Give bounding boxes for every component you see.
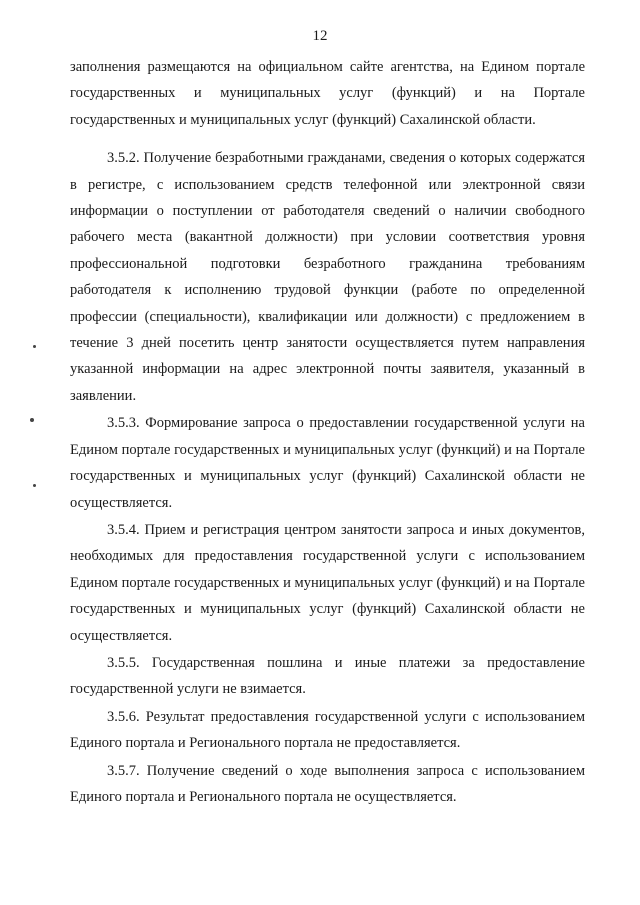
paragraph-3-5-5: 3.5.5. Государственная пошлина и иные платежи за предоставление государственной услуги не взимается. bbox=[70, 654, 585, 698]
scan-mark bbox=[33, 345, 36, 348]
paragraph-3-5-6: 3.5.6. Результат предоставления государственной услуги с использованием Единого портала и Регионального портала не предоставляется. bbox=[70, 708, 585, 752]
paragraph-3-5-7: 3.5.7. Получение сведений о ходе выполнения запроса с использованием Единого портала и Регионального портала не осуществляется. bbox=[70, 762, 585, 805]
paragraph-3-5-3: 3.5.3. Формирование запроса о предоставлении государственной услуги на Едином портале государственных и муниципальных услуг (функций) и на Портале государственных и муниципальных услуг (функций) Сахалинской области не осуществляется. bbox=[70, 415, 585, 511]
document-body bbox=[70, 54, 585, 810]
scan-mark bbox=[30, 418, 34, 422]
paragraph-continuation: заполнения размещаются на официальном сайте агентства, на Едином портале государственных и муниципальных услуг (функций) и на Портале государственных и муниципальных услуг (функций) Сахалинской области. bbox=[70, 59, 585, 128]
page-number: 12 bbox=[312, 28, 328, 44]
paragraph-3-5-4: 3.5.4. Прием и регистрация центром занятости запроса и иных документов, необходимых для предоставления государственной услуги с использованием Едином портале государственных и муниципальных услуг (функций) и на Портале государственных и муниципальных услуг (функций) Сахалинской области не осуществляется. bbox=[70, 521, 585, 644]
scan-mark bbox=[33, 484, 36, 487]
paragraph-3-5-2: 3.5.2. Получение безработными гражданами, сведения о которых содержатся в регистре, с использованием средств телефонной или электронной связи информации о поступлении от работодателя сведений о наличии свободного рабочего места (вакантной должности) при условии соответствия уровня профессиональной подготовки безработного гражданина требованиям работодателя к исполнению трудовой функции (работе по определенной профессии (специальности), квалификации или должности) с предложением в течение 3 дней посетить центр занятости осуществляется путем направления указанной информации на адрес электронной почты заявителя, указанный в заявлении. bbox=[70, 150, 585, 404]
